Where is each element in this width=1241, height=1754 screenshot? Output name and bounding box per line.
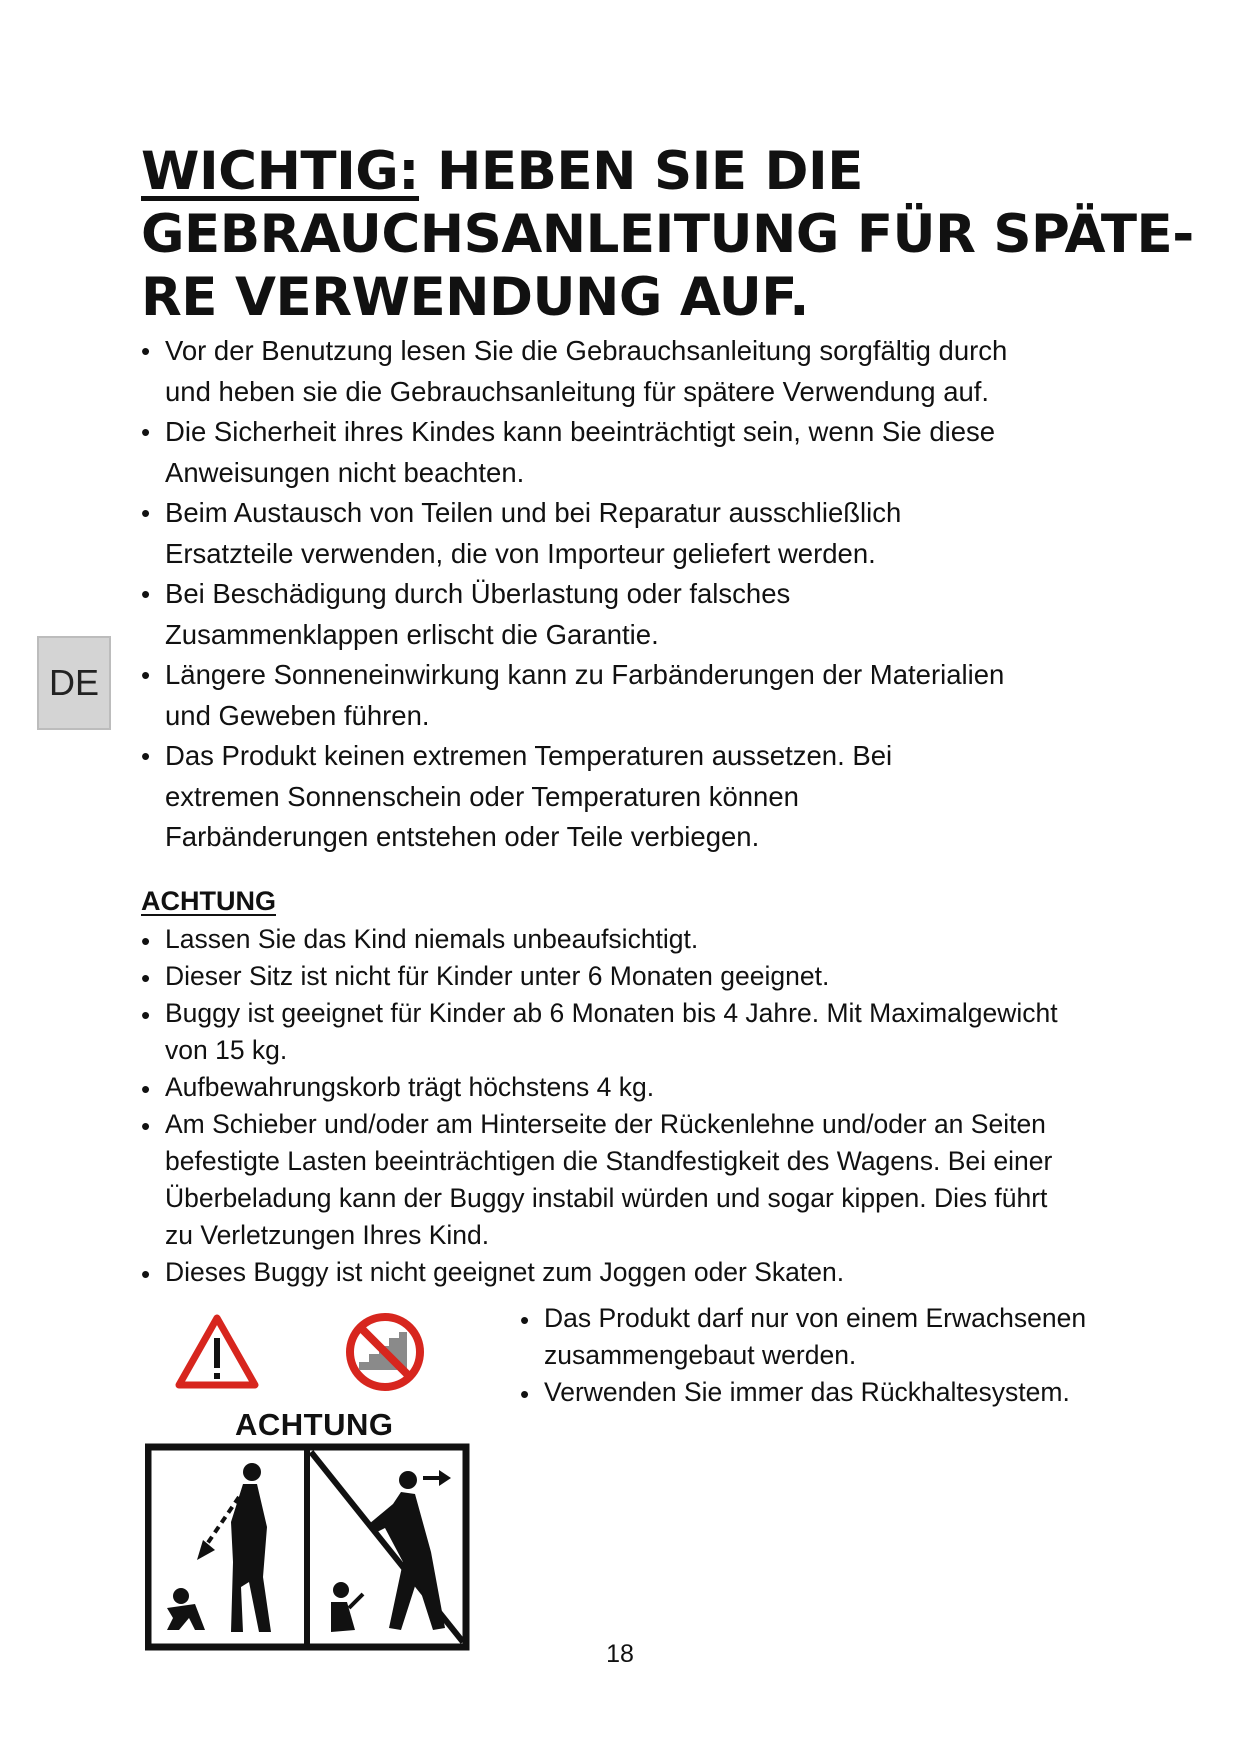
adult-leaving-child-icon xyxy=(311,1452,463,1642)
page-number: 18 xyxy=(606,1640,634,1668)
list-item-line: extremen Sonnenschein oder Temperaturen können xyxy=(165,780,799,812)
list-item xyxy=(520,1300,1140,1374)
list-item-line: • Buggy ist geeignet für Kinder ab 6 Monaten bis 4 Jahre. Mit Maximalgewicht xyxy=(165,998,1058,1028)
list-item-line: befestigte Lasten beeinträchtigen die Standfestigkeit des Wagens. Bei einer xyxy=(165,1146,1053,1176)
list-item-line: • Dieses Buggy ist nicht geeignet zum Joggen oder Skaten. xyxy=(165,1257,845,1287)
list-item-line: zusammengebaut werden. xyxy=(544,1340,857,1370)
supervision-pictogram xyxy=(148,1447,466,1647)
adult-watching-child-icon xyxy=(167,1463,271,1632)
title-line-1-rest: HEBEN SIE DIE xyxy=(419,141,863,202)
list-item-line: • Die Sicherheit ihres Kindes kann beeinträchtigt sein, wenn Sie diese xyxy=(165,416,996,447)
list-item-line: • Vor der Benutzung lesen Sie die Gebrauchsanleitung sorgfältig durch xyxy=(165,335,1008,366)
list-item xyxy=(141,1106,1141,1254)
no-stairs-icon xyxy=(350,1317,420,1387)
achtung-heading: ACHTUNG xyxy=(141,886,276,916)
warning-graphic xyxy=(145,1312,505,1652)
list-item-line: und Geweben führen. xyxy=(165,699,430,731)
list-item xyxy=(141,1069,1141,1106)
general-instructions-list xyxy=(141,331,1141,858)
list-item-line: • Dieser Sitz ist nicht für Kinder unter 6 Monaten geeignet. xyxy=(165,961,830,991)
achtung-list xyxy=(141,921,1141,1291)
list-item xyxy=(141,736,1141,858)
title-line-2: GEBRAUCHSANLEITUNG FÜR SPÄTE- xyxy=(141,204,1194,265)
list-item xyxy=(141,574,1141,655)
list-item-line: • Bei Beschädigung durch Überlastung oder falsches xyxy=(165,578,791,609)
list-item-line: • Beim Austausch von Teilen und bei Reparatur ausschließlich xyxy=(165,497,902,528)
title-line-3: RE VERWENDUNG AUF. xyxy=(141,267,809,328)
list-item-line: Farbänderungen entstehen oder Teile verbiegen. xyxy=(165,821,760,852)
list-item-line: zu Verletzungen Ihres Kind. xyxy=(165,1220,490,1250)
list-item-line: • Das Produkt darf nur von einem Erwachsenen xyxy=(544,1303,1087,1333)
list-item xyxy=(141,921,1141,958)
list-item xyxy=(141,412,1141,493)
language-tab-label: DE xyxy=(48,662,99,703)
title-important-label: WICHTIG: xyxy=(141,141,420,202)
list-item xyxy=(141,655,1141,736)
list-item xyxy=(141,958,1141,995)
list-item-line: Überbeladung kann der Buggy instabil würden und sogar kippen. Dies führt xyxy=(165,1183,1048,1213)
list-item xyxy=(141,331,1141,412)
warning-graphic-label: ACHTUNG xyxy=(235,1407,394,1442)
list-item-line: Zusammenklappen erlischt die Garantie. xyxy=(165,618,659,650)
list-item xyxy=(141,493,1141,574)
language-tab xyxy=(37,636,111,730)
list-item-line: Anweisungen nicht beachten. xyxy=(165,456,525,488)
title-line-1 xyxy=(141,140,1141,203)
warning-icons xyxy=(145,1312,505,1652)
list-item-line: • Am Schieber und/oder am Hinterseite der Rückenlehne und/oder an Seiten xyxy=(165,1109,1046,1139)
achtung-side-list xyxy=(520,1300,1140,1411)
list-item-line: • Aufbewahrungskorb trägt höchstens 4 kg. xyxy=(165,1072,655,1102)
list-item-line: und heben sie die Gebrauchsanleitung für spätere Verwendung auf. xyxy=(165,375,990,407)
list-item xyxy=(520,1374,1140,1411)
page-title xyxy=(141,140,1194,329)
list-item-line: Ersatzteile verwenden, die von Importeur geliefert werden. xyxy=(165,537,876,569)
list-item-line: von 15 kg. xyxy=(165,1035,288,1065)
list-item-line: • Längere Sonneneinwirkung kann zu Farbänderungen der Materialien xyxy=(165,659,1005,690)
warning-triangle-icon xyxy=(179,1318,255,1385)
list-item-line: • Lassen Sie das Kind niemals unbeaufsichtigt. xyxy=(165,924,699,954)
list-item xyxy=(141,1254,1141,1291)
list-item xyxy=(141,995,1141,1069)
list-item-line: • Das Produkt keinen extremen Temperaturen aussetzen. Bei xyxy=(165,740,893,771)
list-item-line: • Verwenden Sie immer das Rückhaltesystem. xyxy=(544,1377,1070,1407)
